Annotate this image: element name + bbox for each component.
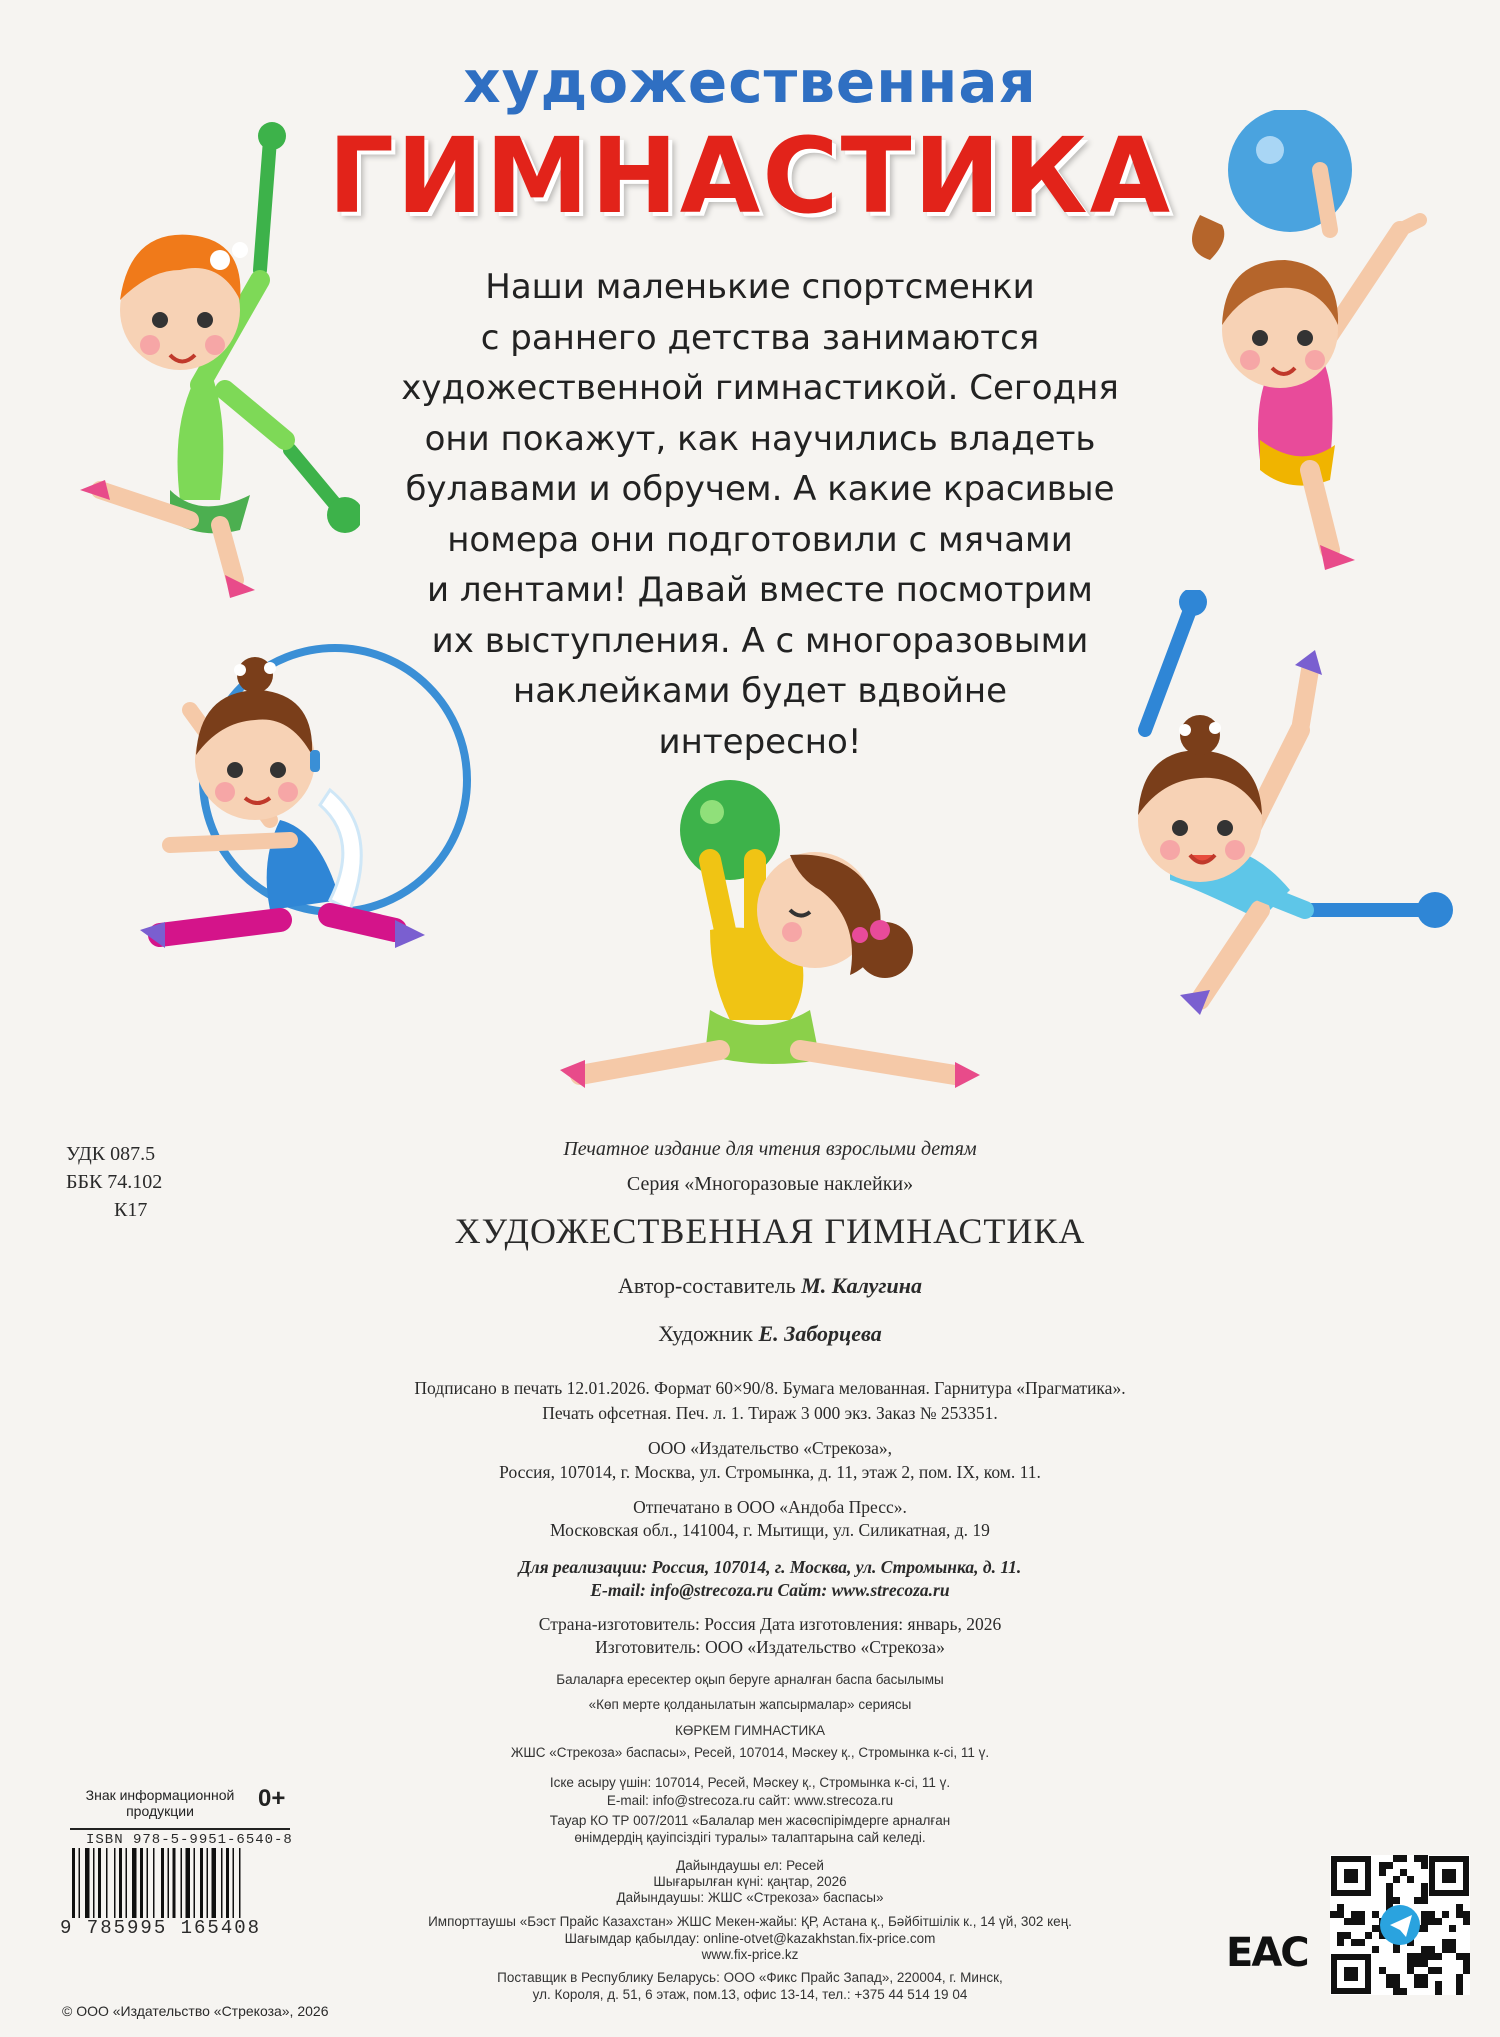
imprint-book-title: ХУДОЖЕСТВЕННАЯ ГИМНАСТИКА	[454, 1211, 1086, 1251]
kz-line: ул. Короля, д. 51, 6 этаж, пом.13, офис 13-14, тел.: +375 44 514 19 04	[532, 1987, 968, 2002]
qr-module	[1414, 1855, 1421, 1862]
barcode-bar	[173, 1848, 176, 1918]
qr-module	[1393, 1876, 1400, 1883]
kz-line: Импорттаушы «Бэст Прайс Казахстан» ЖШС Мекен-жайы: ҚР, Астана қ., Бәйбітшілік к., 14 үй, 302 кең.	[428, 1914, 1072, 1929]
artist-label: Художник	[658, 1321, 753, 1346]
imprint-series: Серия «Многоразовые наклейки»	[626, 1173, 914, 1195]
qr-module	[1358, 1911, 1365, 1918]
qr-module	[1421, 1981, 1428, 1988]
qr-module	[1379, 1862, 1386, 1869]
kz-line: Шағымдар қабылдау: online-otvet@kazakhstan.fix-price.com	[564, 1931, 936, 1946]
qr-module	[1400, 1855, 1407, 1862]
qr-module	[1463, 1967, 1470, 1974]
qr-module	[1421, 1911, 1428, 1918]
kz-line: E-mail: info@strecoza.ru сайт: www.strecoza.ru	[606, 1793, 894, 1808]
qr-module	[1421, 1855, 1428, 1862]
qr-module	[1386, 1862, 1393, 1869]
qr-code-icon	[1330, 1855, 1470, 1995]
printed-line1: Отпечатано в ООО «Андоба Пресс».	[633, 1497, 907, 1517]
barcode-icon	[70, 1848, 286, 1918]
qr-module	[1463, 1953, 1470, 1960]
email-site-line: E-mail: info@strecoza.ru Сайт: www.strecoza.ru	[590, 1580, 950, 1600]
barcode-bar	[119, 1848, 122, 1918]
qr-module	[1337, 1939, 1344, 1946]
barcode-bar	[221, 1848, 223, 1918]
isbn-text: ISBN 978-5-9951-6540-8	[86, 1832, 293, 1848]
qr-module	[1421, 1862, 1428, 1869]
intro-line: номера они подготовили с мячами	[447, 519, 1073, 560]
barcode-bar	[140, 1848, 143, 1918]
qr-module	[1414, 1960, 1421, 1967]
info-product-sign	[70, 1787, 290, 1819]
barcode-digits: 9 785995 165408	[60, 1917, 262, 1939]
qr-module	[1435, 1953, 1442, 1960]
intro-line: наклейками будет вдвойне	[512, 671, 1008, 711]
qr-module	[1337, 1904, 1344, 1911]
kz-line: Дайындаушы ел: Ресей	[676, 1858, 824, 1873]
qr-module	[1449, 1939, 1456, 1946]
kz-line: Іске асыру үшін: 107014, Ресей, Мәскеу қ., Стромынка к-сі, 11 ү.	[549, 1775, 951, 1790]
qr-module	[1428, 1967, 1435, 1974]
intro-line: интересно!	[658, 721, 862, 762]
qr-module	[1358, 1939, 1365, 1946]
qr-module	[1463, 1960, 1470, 1967]
qr-module	[1442, 1946, 1449, 1953]
barcode-bar	[93, 1848, 95, 1918]
gymnast-clubs-backbend-illustration	[1090, 590, 1460, 1020]
qr-module	[1449, 1925, 1456, 1932]
author-name: М. Калугина	[801, 1273, 922, 1298]
qr-module	[1456, 1904, 1463, 1911]
qr-module	[1428, 1946, 1435, 1953]
barcode-bar	[233, 1848, 235, 1918]
qr-module	[1435, 1988, 1442, 1995]
qr-module	[1421, 1918, 1428, 1925]
barcode-bar	[79, 1848, 81, 1918]
publisher-line1: ООО «Издательство «Стрекоза»,	[647, 1438, 893, 1458]
kz-line: Тауар КО ТР 007/2011 «Балалар мен жасөспірімдерге арналған	[549, 1813, 951, 1828]
qr-module	[1407, 1967, 1414, 1974]
barcode-bar	[200, 1848, 203, 1918]
telegram-icon	[1380, 1905, 1420, 1945]
qr-module	[1337, 1932, 1344, 1939]
publisher-line2: Россия, 107014, г. Москва, ул. Стромынка, д. 11, этаж 2, пом. IX, ком. 11.	[499, 1462, 1041, 1482]
qr-module	[1344, 1918, 1351, 1925]
sale-line: Для реализации: Россия, 107014, г. Москва, ул. Стромынка, д. 11.	[518, 1557, 1022, 1577]
qr-module	[1428, 1911, 1435, 1918]
qr-module	[1421, 1925, 1428, 1932]
qr-module	[1463, 1911, 1470, 1918]
header-title-top: художественная	[463, 48, 1037, 116]
barcode-bar	[168, 1848, 170, 1918]
intro-line: Наши маленькие спортсменки	[485, 267, 1035, 307]
qr-module	[1449, 1946, 1456, 1953]
imprint-author	[0, 1273, 1500, 1299]
qr-module	[1421, 1946, 1428, 1953]
barcode-bar	[153, 1848, 155, 1918]
barcode-bar	[72, 1848, 75, 1918]
barcode-bar	[132, 1848, 137, 1918]
qr-module	[1372, 1925, 1379, 1932]
qr-module	[1407, 1953, 1414, 1960]
qr-module	[1456, 1911, 1463, 1918]
qr-module	[1351, 1918, 1358, 1925]
qr-module	[1379, 1967, 1386, 1974]
barcode-bar	[161, 1848, 164, 1918]
intro-text	[380, 262, 1140, 767]
qr-module	[1386, 1974, 1393, 1981]
copyright: © ООО «Издательство «Стрекоза», 2026	[62, 2003, 329, 2019]
udk-code: УДК 087.5	[66, 1143, 156, 1165]
qr-module	[1456, 1974, 1463, 1981]
qr-module	[1456, 1988, 1463, 1995]
qr-module	[1407, 1960, 1414, 1967]
gymnast-ball-illustration	[1160, 110, 1470, 590]
qr-module	[1372, 1946, 1379, 1953]
qr-module	[1435, 1967, 1442, 1974]
qr-module	[1358, 1918, 1365, 1925]
qr-module	[1421, 1960, 1428, 1967]
info-sign-label: Знак информационной продукции	[85, 1787, 235, 1819]
barcode-bar	[98, 1848, 101, 1918]
qr-module	[1414, 1897, 1421, 1904]
qr-module	[1351, 1911, 1358, 1918]
barcode-bar	[114, 1848, 116, 1918]
barcode-bar	[85, 1848, 90, 1918]
qr-module	[1393, 1897, 1400, 1904]
qr-module	[1379, 1869, 1386, 1876]
age-rating: 0+	[258, 1785, 286, 1812]
qr-module	[1428, 1953, 1435, 1960]
kz-line: Шығарылған күні: қаңтар, 2026	[653, 1874, 847, 1889]
qr-module	[1351, 1939, 1358, 1946]
qr-module	[1372, 1911, 1379, 1918]
maker-line: Изготовитель: ООО «Издательство «Стрекоза»	[595, 1637, 945, 1657]
qr-module	[1386, 1890, 1393, 1897]
printed-line2: Московская обл., 141004, г. Мытищи, ул. Силикатная, д. 19	[550, 1520, 990, 1540]
qr-module	[1421, 1897, 1428, 1904]
qr-module	[1393, 1946, 1400, 1953]
imprint-subtitle: Печатное издание для чтения взрослыми детям	[563, 1138, 977, 1160]
barcode-bar	[106, 1848, 108, 1918]
qr-module	[1393, 1974, 1400, 1981]
qr-module	[1414, 1981, 1421, 1988]
country-date-line: Страна-изготовитель: Россия Дата изготовления: январь, 2026	[538, 1614, 1002, 1634]
kz-line: өнімдердің қауіпсіздігі туралы» талаптарына сай келеді.	[574, 1830, 926, 1845]
qr-module	[1435, 1981, 1442, 1988]
intro-line: булавами и обручем. А какие красивые	[405, 469, 1115, 509]
barcode-bar	[126, 1848, 128, 1918]
gymnast-split-ball-illustration	[560, 770, 980, 1100]
print-details-line2: Печать офсетная. Печ. л. 1. Тираж 3 000 экз. Заказ № 253351.	[542, 1403, 998, 1423]
qr-module	[1344, 1932, 1351, 1939]
qr-module	[1421, 1974, 1428, 1981]
intro-line: и лентами! Давай вместе посмотрим	[427, 570, 1093, 610]
qr-module	[1414, 1953, 1421, 1960]
artist-name: Е. Заборцева	[758, 1321, 882, 1346]
intro-line: с раннего детства занимаются	[480, 317, 1040, 358]
barcode-bar	[226, 1848, 229, 1918]
qr-module	[1421, 1953, 1428, 1960]
qr-module	[1386, 1883, 1393, 1890]
header-title-main: ГИМНАСТИКА	[327, 115, 1173, 237]
barcode-bar	[239, 1848, 241, 1918]
barcode-bar	[212, 1848, 217, 1918]
qr-module	[1442, 1939, 1449, 1946]
qr-module	[1414, 1974, 1421, 1981]
qr-module	[1442, 1911, 1449, 1918]
qr-module	[1421, 1890, 1428, 1897]
qr-module	[1435, 1918, 1442, 1925]
kz-line: КӨРКЕМ ГИМНАСТИКА	[674, 1723, 826, 1738]
kz-line: Дайындаушы: ЖШС «Стрекоза» баспасы»	[616, 1890, 884, 1905]
barcode-bar	[147, 1848, 149, 1918]
qr-module	[1386, 1981, 1393, 1988]
qr-module	[1393, 1988, 1400, 1995]
intro-line: они покажут, как научились владеть	[424, 418, 1096, 459]
qr-module	[1365, 1932, 1372, 1939]
qr-module	[1400, 1988, 1407, 1995]
intro-line: художественной гимнастикой. Сегодня	[401, 368, 1119, 408]
qr-module	[1463, 1918, 1470, 1925]
kz-line: ЖШС «Стрекоза» баспасы», Ресей, 107014, Мәскеу қ., Стромынка к-сі, 11 ү.	[510, 1745, 990, 1760]
barcode-bar	[181, 1848, 183, 1918]
qr-module	[1393, 1981, 1400, 1988]
qr-module	[1337, 1911, 1344, 1918]
barcode-bar	[194, 1848, 196, 1918]
qr-module	[1330, 1911, 1337, 1918]
qr-module	[1407, 1876, 1414, 1883]
intro-line: их выступления. А с многоразовыми	[431, 620, 1089, 661]
bbk-code: ББК 74.102	[66, 1171, 163, 1193]
gymnast-clubs-illustration	[60, 120, 360, 600]
barcode-bar	[186, 1848, 191, 1918]
qr-module	[1393, 1855, 1400, 1862]
kz-line: Балаларға ересектер оқып беруге арналған баспа басылымы	[556, 1672, 944, 1687]
author-mark: К17	[114, 1199, 148, 1221]
kz-line: Поставщик в Республику Беларусь: ООО «Фикс Прайс Запад», 220004, г. Минск,	[497, 1970, 1003, 1985]
print-details-line1: Подписано в печать 12.01.2026. Формат 60×90/8. Бумага мелованная. Гарнитура «Прагматика».	[414, 1378, 1126, 1398]
kz-line: «Көп мерте қолданылатын жапсырмалар» сериясы	[588, 1697, 912, 1712]
eac-mark-icon: EAC	[1226, 1930, 1308, 1976]
qr-module	[1456, 1953, 1463, 1960]
qr-module	[1456, 1981, 1463, 1988]
qr-module	[1386, 1897, 1393, 1904]
qr-module	[1421, 1883, 1428, 1890]
qr-module	[1400, 1869, 1407, 1876]
qr-module	[1428, 1918, 1435, 1925]
kz-line: www.fix-price.kz	[701, 1947, 799, 1962]
author-label: Автор-составитель	[618, 1273, 796, 1298]
imprint-artist	[0, 1321, 1500, 1347]
barcode-bar	[207, 1848, 209, 1918]
